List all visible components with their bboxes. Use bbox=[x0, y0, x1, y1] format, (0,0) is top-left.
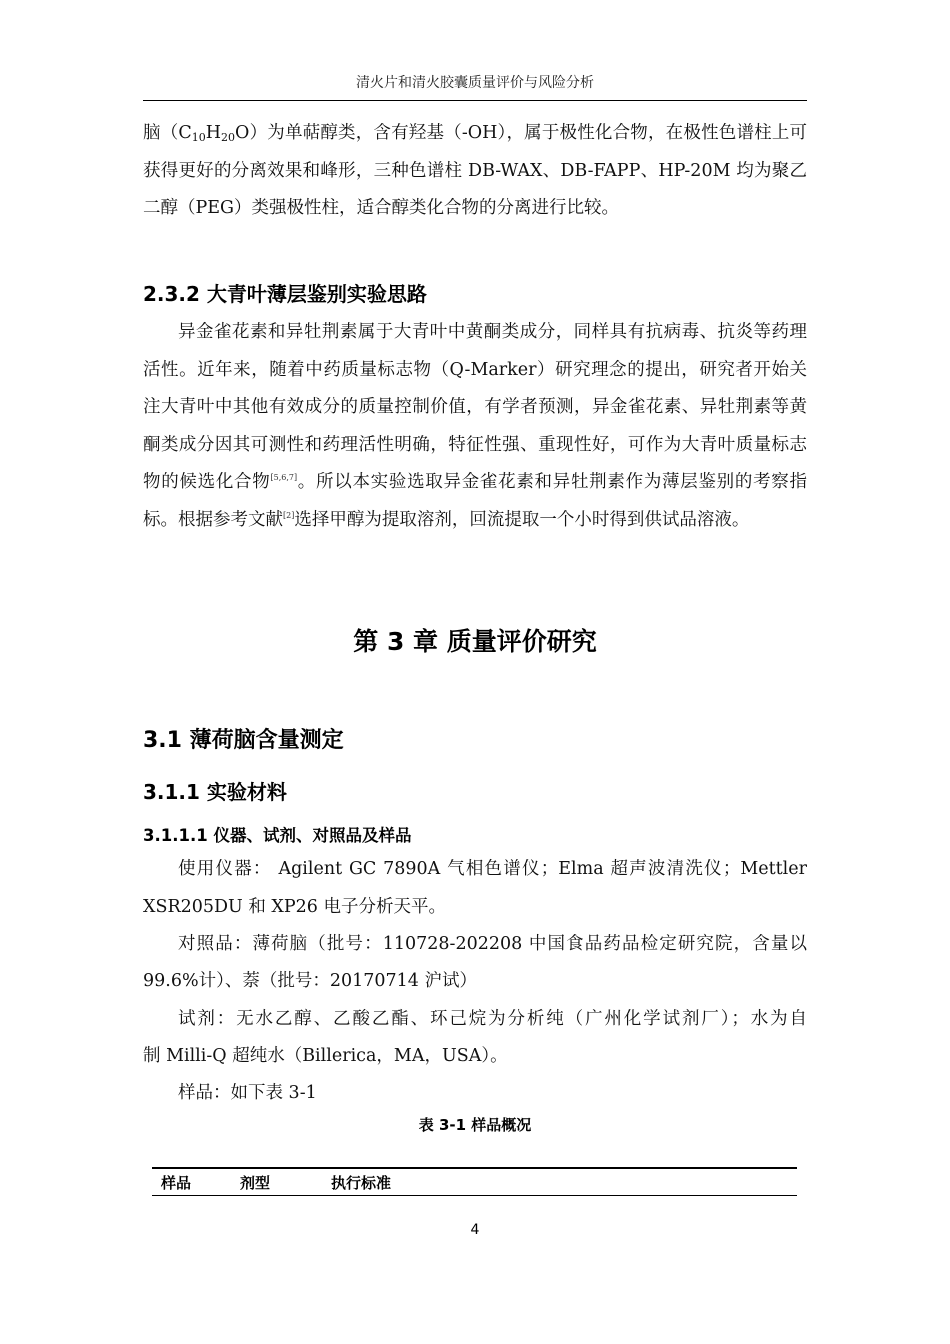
citation-5-6-7[interactable]: [5,6,7] bbox=[270, 473, 298, 482]
instruments-line-2: XSR205DU 和 XP26 电子分析天平。 bbox=[143, 897, 446, 917]
para1-text-a: 脑（C bbox=[143, 123, 192, 143]
table-top-rule bbox=[152, 1167, 797, 1169]
section-heading-3-1: 3.1 薄荷脑含量测定 bbox=[143, 728, 344, 753]
para1-subscript-c: 10 bbox=[191, 131, 206, 144]
table-header-rule bbox=[152, 1195, 797, 1196]
header-rule bbox=[143, 100, 807, 101]
para1-text-b: H bbox=[205, 123, 222, 143]
table-header-sample: 样品 bbox=[161, 1174, 192, 1192]
reagents-line-1: 试剂：无水乙醇、乙酸乙酯、环己烷为分析纯（广州化学试剂厂）；水为自 bbox=[178, 1009, 807, 1029]
reagents-line-2: 制 Milli-Q 超纯水（Billerica，MA，USA）。 bbox=[143, 1046, 508, 1066]
citation-2[interactable]: [2] bbox=[283, 510, 295, 520]
reference-standards-line-1: 对照品：薄荷脑（批号：110728-202208 中国食品药品检定研究院，含量以 bbox=[178, 934, 807, 954]
para1-subscript-h: 20 bbox=[221, 131, 236, 144]
table-caption: 表 3-1 样品概况 bbox=[418, 1116, 532, 1134]
table-header-standard: 执行标准 bbox=[331, 1174, 392, 1192]
samples-line: 样品：如下表 3-1 bbox=[178, 1083, 317, 1103]
paragraph-menthol-polarity bbox=[143, 115, 807, 228]
section-heading-2-3-2: 2.3.2 大青叶薄层鉴别实验思路 bbox=[143, 282, 427, 306]
chapter-title: 第 3 章 质量评价研究 bbox=[353, 627, 597, 656]
para2-text-c: 选择甲醇为提取溶剂，回流提取一个小时得到供试品溶液。 bbox=[294, 509, 750, 530]
para2-text-a: 异金雀花素和异牡荆素属于大青叶中黄酮类成分，同样具有抗病毒、抗炎等药理活性。近年来，随着中药质量标志物（Q-Marker）研究理念的提出，研究者开始关注大青叶中其他有效成分的质量控制价值，有学者预测，异金雀花素、异牡荆素等黄酮类成分因其可测性和药理活性明确，特征性强、重现性好，可作为大青叶质量标志物的候选化合物 bbox=[143, 322, 807, 492]
section-heading-3-1-1-1: 3.1.1.1 仪器、试剂、对照品及样品 bbox=[143, 826, 412, 845]
table-header-dosage-form: 剂型 bbox=[240, 1174, 271, 1192]
paragraph-tlc-rationale bbox=[143, 314, 807, 539]
page-number: 4 bbox=[470, 1222, 480, 1238]
reference-standards-line-2: 99.6%计）、萘（批号：20170714 沪试） bbox=[143, 971, 477, 991]
instruments-line-1: 使用仪器： Agilent GC 7890A 气相色谱仪；Elma 超声波清洗仪；Mettler bbox=[178, 859, 807, 879]
para1-text-c: O）为单萜醇类，含有羟基（-OH），属于极性化合物，在极性色谱柱上可获得更好的分离效果和峰形，三种色谱柱 DB-WAX、DB-FAPP、HP-20M 均为聚乙二醇（PEG）类强极性柱，适合醇类化合物的分离进行比较。 bbox=[143, 123, 808, 218]
section-heading-3-1-1: 3.1.1 实验材料 bbox=[143, 780, 287, 804]
running-header: 清火片和清火胶囊质量评价与风险分析 bbox=[356, 75, 594, 91]
para2-text-b: 。所以本实验选取异金雀花素和异牡荆素作为薄层鉴别的考察指标。根据参考文献 bbox=[143, 472, 808, 530]
